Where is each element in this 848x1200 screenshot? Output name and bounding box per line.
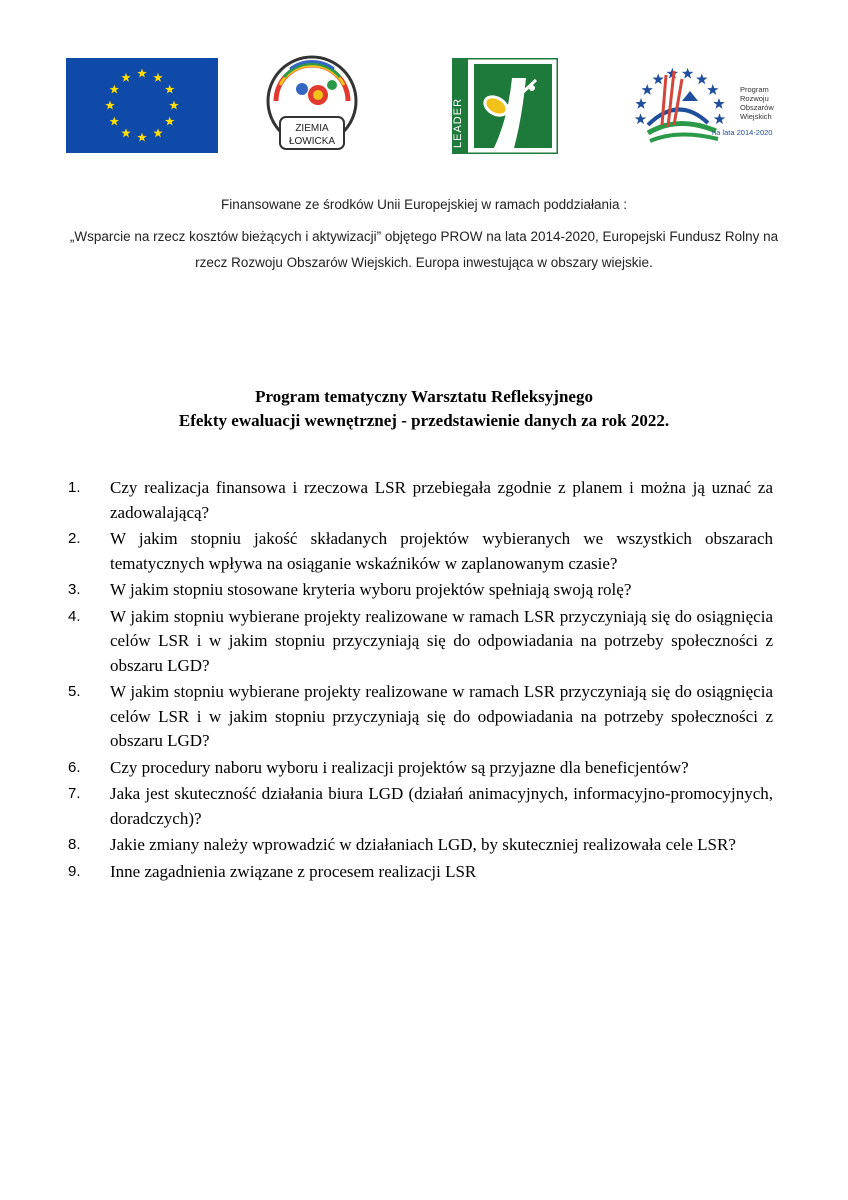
prow-star-icon bbox=[635, 98, 646, 109]
prow-star-icon bbox=[714, 113, 725, 124]
question-text: W jakim stopniu stosowane kryteria wyboru projektów spełniają swoją rolę? bbox=[110, 580, 632, 599]
question-item bbox=[68, 605, 773, 679]
prow-star-icon bbox=[707, 84, 718, 95]
question-text: Jaka jest skuteczność działania biura LGD (działań animacyjnych, informacyjno-promocyjnych, doradczych)? bbox=[110, 784, 773, 828]
ziemia-line2: ŁOWICKA bbox=[288, 136, 336, 147]
prow-years: na lata 2014-2020 bbox=[712, 128, 773, 137]
prow-line: Rozwoju bbox=[740, 94, 769, 103]
question-item bbox=[68, 476, 773, 525]
ziemia-line1: ZIEMIA bbox=[295, 123, 329, 134]
question-number: 8. bbox=[68, 836, 81, 853]
prow-line: Program bbox=[740, 85, 769, 94]
question-text: Jakie zmiany należy wprowadzić w działaniach LGD, by skuteczniej realizowała cele LSR? bbox=[110, 835, 736, 854]
question-item bbox=[68, 578, 773, 603]
question-item bbox=[68, 833, 773, 858]
prow-star-icon bbox=[682, 68, 693, 79]
prow-name bbox=[740, 85, 774, 121]
question-text: W jakim stopniu jakość składanych projektów wybieranych we wszystkich obszarach tematycznych wpływa na osiąganie wskaźników w zaplanowanym czasie? bbox=[110, 529, 773, 573]
question-text: Inne zagadnienia związane z procesem realizacji LSR bbox=[110, 861, 477, 881]
leader-text: LEADER bbox=[452, 97, 464, 148]
question-number: 7. bbox=[68, 785, 81, 802]
eu-flag-icon bbox=[66, 58, 218, 153]
title-line2: Efekty ewaluacji wewnętrznej - przedstawienie danych za rok 2022. bbox=[178, 411, 670, 430]
funding-line2: „Wsparcie na rzecz kosztów bieżących i aktywizacji” objętego PROW na lata 2014-2020, Europejski Fundusz Rolny na rzecz Rozwoju Obszarów Wiejskich. Europa inwestująca w obszary wiejskie. bbox=[69, 229, 779, 270]
prow-logo bbox=[628, 55, 788, 155]
question-item bbox=[68, 860, 773, 885]
prow-star-icon bbox=[653, 73, 664, 84]
prow-star-icon bbox=[713, 98, 724, 109]
question-number: 5. bbox=[68, 683, 81, 700]
prow-line: Obszarów bbox=[740, 103, 774, 112]
question-text: W jakim stopniu wybierane projekty realizowane w ramach LSR przyczyniają się do osiągnięcia celów LSR i w jakim stopniu przyczyniają się do odpowiadania na potrzeby społeczności z obszaru LGD? bbox=[110, 606, 773, 675]
question-number: 1. bbox=[68, 479, 81, 496]
prow-star-icon bbox=[696, 73, 707, 84]
document-title bbox=[60, 385, 788, 433]
question-text: Czy procedury naboru wyboru i realizacji projektów są przyjazne dla beneficjentów? bbox=[110, 757, 689, 777]
logo-bar bbox=[0, 55, 848, 155]
question-item bbox=[68, 527, 773, 576]
question-number: 4. bbox=[68, 607, 81, 625]
question-number: 6. bbox=[68, 758, 81, 776]
ziemia-lowicka-logo bbox=[266, 55, 358, 152]
prow-star-icon bbox=[642, 84, 653, 95]
funding-line1: Finansowane ze środków Unii Europejskiej w ramach poddziałania : bbox=[221, 197, 627, 212]
question-item bbox=[68, 782, 773, 831]
question-item bbox=[68, 680, 773, 754]
prow-star-icon bbox=[635, 113, 646, 124]
question-text: W jakim stopniu wybierane projekty realizowane w ramach LSR przyczyniają się do osiągnięcia celów LSR i w jakim stopniu przyczyniają się do odpowiadania na potrzeby społeczności z obszaru LGD? bbox=[110, 682, 773, 750]
question-item bbox=[68, 756, 773, 781]
prow-line: Wiejskich bbox=[740, 112, 772, 121]
question-list bbox=[68, 476, 773, 886]
question-number: 9. bbox=[68, 862, 81, 880]
funding-note bbox=[60, 192, 788, 276]
title-line1: Program tematyczny Warsztatu Refleksyjnego bbox=[255, 387, 593, 406]
leader-logo bbox=[452, 58, 558, 154]
question-number: 3. bbox=[68, 581, 81, 598]
question-text: Czy realizacja finansowa i rzeczowa LSR przebiegała zgodnie z planem i można ją uznać za zadowalającą? bbox=[110, 478, 773, 522]
question-number: 2. bbox=[68, 530, 81, 547]
